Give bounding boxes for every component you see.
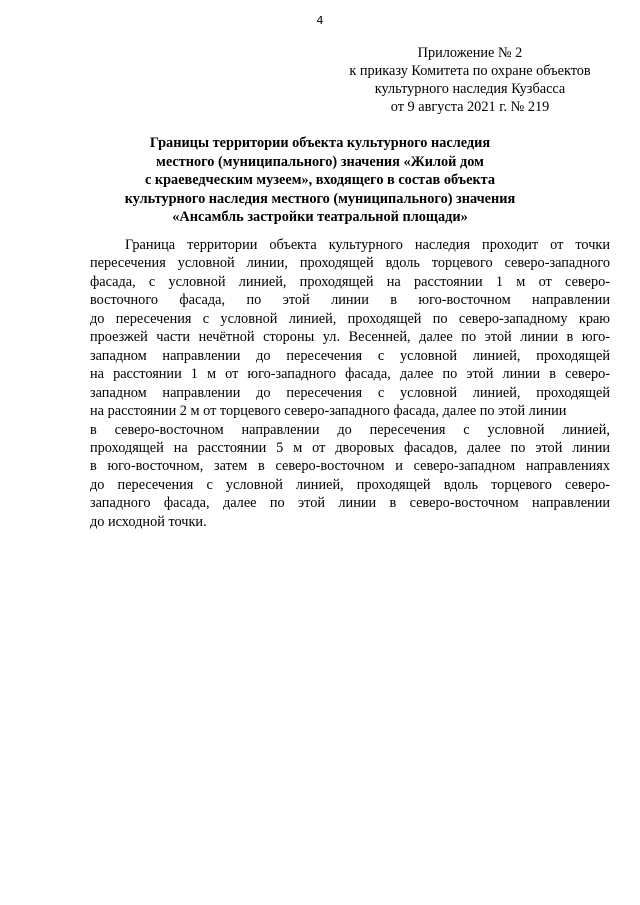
title-line: культурного наследия местного (муниципального) значения	[124, 190, 516, 207]
paragraph-line: в северо-восточном направлении до пересечения с условной линией,	[90, 421, 610, 438]
paragraph-line: фасада, с условной линией, проходящей на расстоянии 1 м от северо-	[90, 273, 610, 290]
paragraph-line: восточного фасада, по этой линии в юго-восточном направлении	[90, 292, 610, 309]
paragraph-line: проезжей части нечётной стороны ул. Весенней, далее по этой линии в юго-	[90, 329, 610, 346]
appendix-line: от 9 августа 2021 г. № 219	[390, 99, 550, 115]
paragraph-line: на расстоянии 1 м от юго-западного фасада, далее по этой линии в северо-	[90, 366, 610, 383]
paragraph-line: пересечения условной линии, проходящей вдоль торцевого северо-западного	[90, 255, 610, 272]
paragraph-line: западном направлении до пересечения с условной линией, проходящей	[90, 347, 610, 364]
paragraph-line: проходящей на расстоянии 5 м от дворовых фасадов, далее по этой линии	[90, 439, 610, 456]
appendix-line: к приказу Комитета по охране объектов	[349, 63, 591, 79]
paragraph-line: западного фасада, далее по этой линии в северо-восточном направлении	[90, 495, 610, 512]
title-line: «Ансамбль застройки театральной площади»	[172, 209, 468, 225]
paragraph-line: Граница территории объекта культурного наследия проходит от точки	[125, 237, 610, 253]
title-line: местного (муниципального) значения «Жилой дом	[156, 153, 484, 170]
paragraph-line: на расстоянии 2 м от торцевого северо-западного фасада, далее по этой линии	[90, 403, 567, 420]
paragraph-line: до исходной точки.	[90, 513, 207, 530]
boundary-description	[90, 236, 610, 531]
title-line: Границы территории объекта культурного наследия	[149, 135, 491, 151]
paragraph-line: западном направлении до пересечения с условной линией, проходящей	[90, 384, 610, 401]
title-line: с краеведческим музеем», входящего в состав объекта	[144, 172, 496, 188]
appendix-line: культурного наследия Кузбасса	[374, 81, 566, 97]
page-number: 4	[316, 14, 324, 27]
paragraph-line: до пересечения с условной линией, проходящей вдоль торцевого северо-	[90, 476, 610, 493]
document-title	[90, 134, 550, 227]
appendix-header	[330, 44, 610, 116]
appendix-line: Приложение № 2	[417, 45, 523, 61]
paragraph-line: до пересечения с условной линией, проходящей по северо-западному краю	[90, 310, 610, 327]
paragraph-line: в юго-восточном, затем в северо-восточном и северо-западном направлениях	[90, 458, 610, 475]
